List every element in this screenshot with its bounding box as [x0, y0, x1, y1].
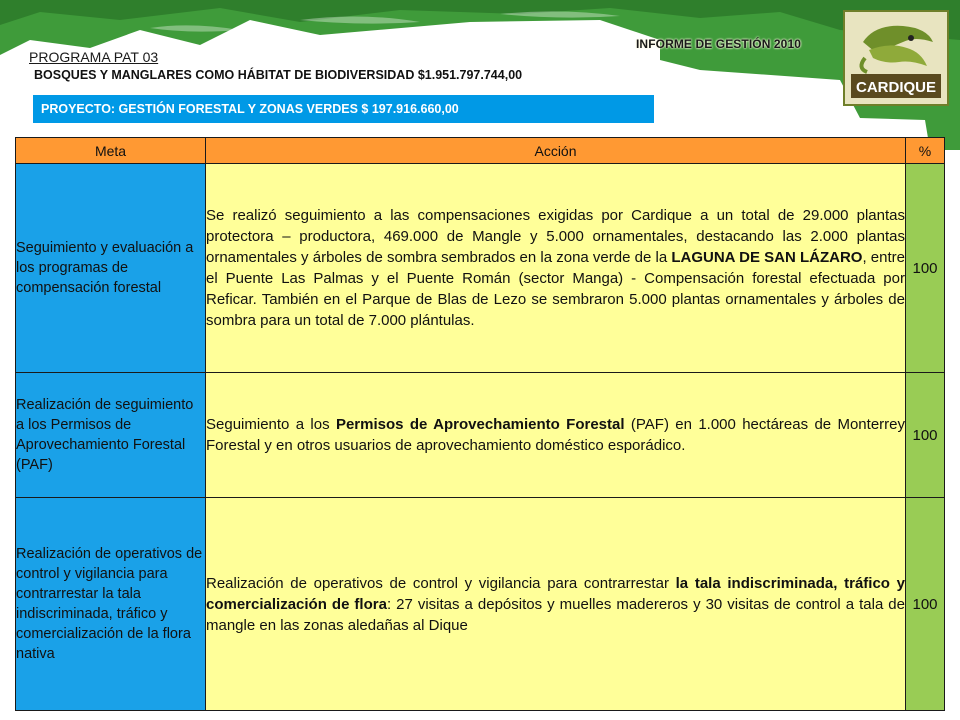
- project-bar: PROYECTO: GESTIÓN FORESTAL Y ZONAS VERDES $ 197.916.660,00: [33, 95, 654, 123]
- accion-text: , entre el Puente Las Palmas y el Puente Román (sector Manga) - Compensación forestal efectuada por Reficar. También en el Parque de Blas de Lezo se sembraron 5.000 plantas ornamentales y árboles de sombra para un total de 7.000 plántulas.: [206, 249, 905, 329]
- report-title: INFORME DE GESTIÓN 2010: [636, 37, 802, 51]
- program-description: BOSQUES Y MANGLARES COMO HÁBITAT DE BIODIVERSIDAD $1.951.797.744,00: [34, 68, 523, 82]
- accion-text: Se realizó seguimiento a las compensaciones exigidas por Cardique a un total de 29.000 plantas protectora – productora, 469.000 de Mangle y 5.000 ornamentales, destacando las 2.000 plantas ornamentales y árboles de sombra sembrados en la zona verde de la: [206, 207, 905, 266]
- pct-cell: 100: [906, 373, 945, 498]
- table-row: [16, 498, 945, 711]
- accion-cell: [206, 498, 906, 711]
- table-row: [16, 164, 945, 373]
- program-label: PROGRAMA PAT 03: [29, 49, 159, 65]
- accion-text: : 27 visitas a depósitos y muelles madereros y 30 visitas de control a tala de mangle en las zonas aledañas al Dique: [206, 595, 905, 634]
- meta-cell: Realización de operativos de control y vigilancia para contrarrestar la tala indiscriminada, tráfico y comercialización de la flora nativa: [16, 498, 206, 711]
- table-row: [16, 373, 945, 498]
- accion-bold-text: la tala indiscriminada, tráfico y comercialización de flora: [206, 574, 905, 613]
- logo-text: CARDIQUE: [855, 79, 937, 96]
- header-accion: Acción: [206, 138, 906, 164]
- pct-cell: 100: [906, 164, 945, 373]
- accion-text: Seguimiento a los: [206, 416, 336, 433]
- accion-cell: [206, 164, 906, 373]
- iguana-logo-icon: [845, 12, 947, 104]
- accion-bold-text: Permisos de Aprovechamiento Forestal: [335, 416, 625, 433]
- header-pct: %: [906, 138, 945, 164]
- accion-text: Realización de operativos de control y vigilancia para contrarrestar: [206, 574, 676, 592]
- meta-cell: Realización de seguimiento a los Permisos de Aprovechamiento Forestal (PAF): [16, 373, 206, 498]
- actions-table: [15, 137, 945, 711]
- accion-text: (PAF) en 1.000 hectáreas de Monterrey Forestal y en otros usuarios de aprovechamiento doméstico esporádico.: [206, 416, 905, 454]
- meta-cell: Seguimiento y evaluación a los programas de compensación forestal: [16, 164, 206, 373]
- pct-cell: 100: [906, 498, 945, 711]
- accion-bold-text: LAGUNA DE SAN LÁZARO: [671, 249, 863, 266]
- cardique-logo: [843, 10, 949, 106]
- table-header-row: [16, 138, 945, 164]
- header-meta: Meta: [16, 138, 206, 164]
- accion-cell: [206, 373, 906, 498]
